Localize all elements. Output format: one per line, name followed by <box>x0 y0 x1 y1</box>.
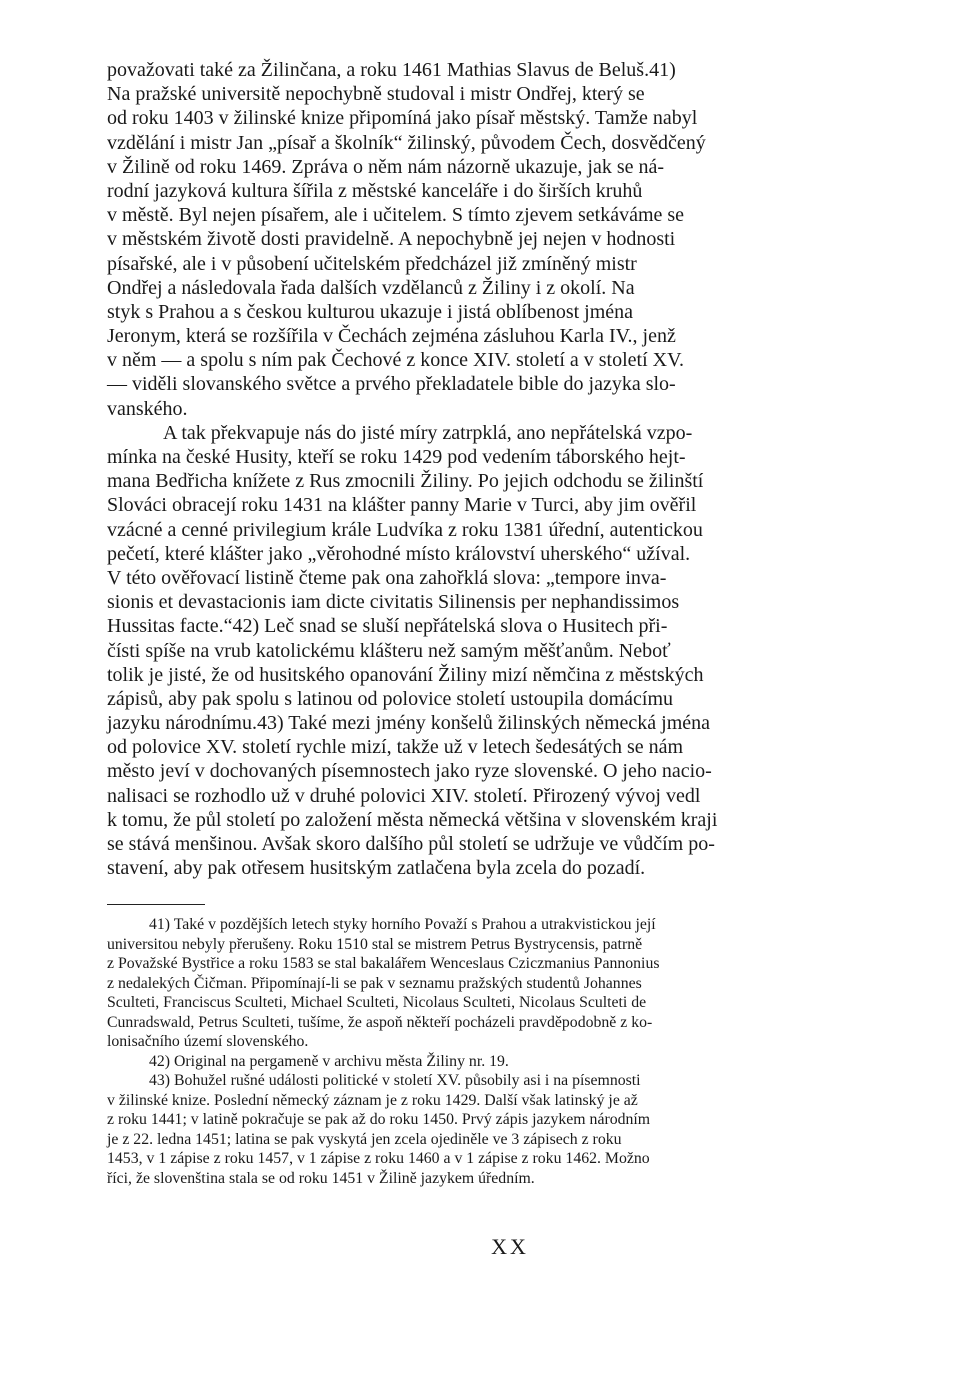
body-line: čísti spíše na vrub katolickému klášteru než samým měšťanům. Neboť <box>107 639 671 662</box>
body-line: pečetí, které klášter jako „věrohodné místo království uherského“ užíval. <box>107 542 691 565</box>
footnote-line: 41) Také v pozdějších letech styky horního Považí s Prahou a utrakvistickou její <box>149 916 656 934</box>
body-line: styk s Prahou a s českou kulturou ukazuje i jistá oblíbenost jména <box>107 300 634 323</box>
footnote-line: Cunradswald, Petrus Sculteti, tušíme, že aspoň někteří pocházeli pravděpodobně z ko- <box>107 1013 653 1031</box>
body-line: k tomu, že půl století po založení města německá většina v slovenském kraji <box>107 808 718 831</box>
footnote-line: z Považské Bystřice a roku 1583 se stal bakalářem Wenceslaus Cziczmanius Pannonius <box>107 955 660 973</box>
footnote-line: lonisačního území slovenského. <box>107 1033 309 1051</box>
body-line: v městském životě dosti pravidelně. A nepochybně jej nejen v hodnosti <box>107 228 676 251</box>
footnote-line: z roku 1441; v latině pokračuje se pak až do roku 1450. Prvý zápis jazykem národním <box>107 1111 651 1129</box>
body-line: v Žilině od roku 1469. Zpráva o něm nám názorně ukazuje, jak se ná- <box>107 155 665 178</box>
body-line: A tak překvapuje nás do jisté míry zatrpklá, ano nepřátelská vzpo- <box>163 421 693 444</box>
body-line: Hussitas facte.“42) Leč snad se sluší nepřátelská slova o Husitech při- <box>107 615 668 638</box>
body-line: od roku 1403 v žilinské knize připomíná jako písař městský. Tamže nabyl <box>107 107 698 130</box>
page-number: XX <box>491 1234 529 1259</box>
body-line: tolik je jisté, že od husitského opanování Žiliny mizí němčina z městských <box>107 663 704 686</box>
body-line: v městě. Byl nejen písařem, ale i učitelem. S tímto zjevem setkáváme se <box>107 204 685 227</box>
document-page <box>107 58 913 1259</box>
footnote-line: Sculteti, Franciscus Sculteti, Michael Sculteti, Nicolaus Sculteti, Nicolaus Sculteti de <box>107 994 647 1012</box>
body-line: rodní jazyková kultura šířila z městské kanceláře i do širších kruhů <box>107 179 643 202</box>
body-line: Jeronym, která se rozšířila v Čechách zejména zásluhou Karla IV., jenž <box>107 325 676 348</box>
body-line: sionis et devastacionis iam dicte civitatis Silinensis per nephandissimos <box>107 591 680 614</box>
body-line: Na pražské universitě nepochybně studoval i mistr Ondřej, který se <box>107 83 645 106</box>
body-line: se stává menšinou. Avšak skoro dalšího půl století se udržuje ve vůdčím po- <box>107 833 715 855</box>
body-line: V této ověřovací listině čteme pak ona zahořklá slova: „tempore inva- <box>107 566 667 589</box>
body-line: vzdělání i mistr Jan „písař a školník“ žilinský, původem Čech, dosvědčený <box>107 131 706 154</box>
body-line: Slováci obracejí roku 1431 na klášter panny Marie v Turci, aby jim ověřil <box>107 494 697 517</box>
body-line: písařské, ale i v působení učitelském předcházel již zmíněný mistr <box>107 252 637 275</box>
body-line: mínka na české Husity, kteří se roku 1429 pod vedením táborského hejt- <box>107 446 686 468</box>
body-line: stavení, aby pak otřesem husitským zatlačena byla zcela do pozadí. <box>107 857 646 880</box>
footnote-line: 42) Original na pergameně v archivu města Žiliny nr. 19. <box>149 1052 509 1070</box>
body-line: mana Bedřicha knížete z Rus zmocnili Žiliny. Po jejich odchodu se žilinští <box>107 470 704 493</box>
body-line: v něm — a spolu s ním pak Čechové z konce XIV. století a v století XV. <box>107 349 684 372</box>
footnote-line: 43) Bohužel rušné události politické v století XV. působily asi i na písemnosti <box>149 1072 641 1090</box>
footnote-line: z nedalekých Čičman. Připomínají-li se pak v seznamu pražských studentů Johannes <box>107 974 642 992</box>
body-line: jazyku národnímu.43) Také mezi jmény konšelů žilinských německá jména <box>107 712 711 735</box>
footnote-line: v žilinské knize. Poslední německý záznam je z roku 1429. Další však latinský je až <box>107 1091 638 1109</box>
footnote-line: universitou nebyly přerušeny. Roku 1510 stal se mistrem Petrus Bystrycensis, patrně <box>107 935 643 953</box>
footnote-line: 1453, v 1 zápise z roku 1457, v 1 zápise z roku 1460 a v 1 zápise z roku 1462. Možno <box>107 1150 650 1168</box>
footnote-line: říci, že slovenština stala se od roku 1451 v Žilině jazykem úředním. <box>107 1169 535 1187</box>
footnote-line: je z 22. ledna 1451; latina se pak vyskytá jen zcela ojediněle ve 3 zápisech z roku <box>107 1130 622 1148</box>
body-text <box>107 58 913 880</box>
body-line: považovati také za Žilinčana, a roku 1461 Mathias Slavus de Beluš.41) <box>107 59 676 81</box>
body-line: Ondřej a následovala řada dalších vzdělanců z Žiliny i z okolí. Na <box>107 276 635 299</box>
body-line: — viděli slovanského světce a prvého překladatele bible do jazyka slo- <box>107 373 676 396</box>
body-line: vanského. <box>107 397 188 420</box>
body-line: město jeví v dochovaných písemnostech jako ryze slovenské. O jeho nacio- <box>107 760 712 783</box>
body-line: vzácné a cenné privilegium krále Ludvíka z roku 1381 úřední, autentickou <box>107 518 703 541</box>
body-line: od polovice XV. století rychle mizí, takže už v letech šedesátých se nám <box>107 736 684 759</box>
footnotes <box>107 915 913 1188</box>
footnote-separator <box>107 904 205 905</box>
body-line: zápisů, aby pak spolu s latinou od polovice století ustoupila domácímu <box>107 687 674 710</box>
body-line: nalisaci se rozhodlo už v druhé polovici XIV. století. Přirozený vývoj vedl <box>107 784 701 807</box>
